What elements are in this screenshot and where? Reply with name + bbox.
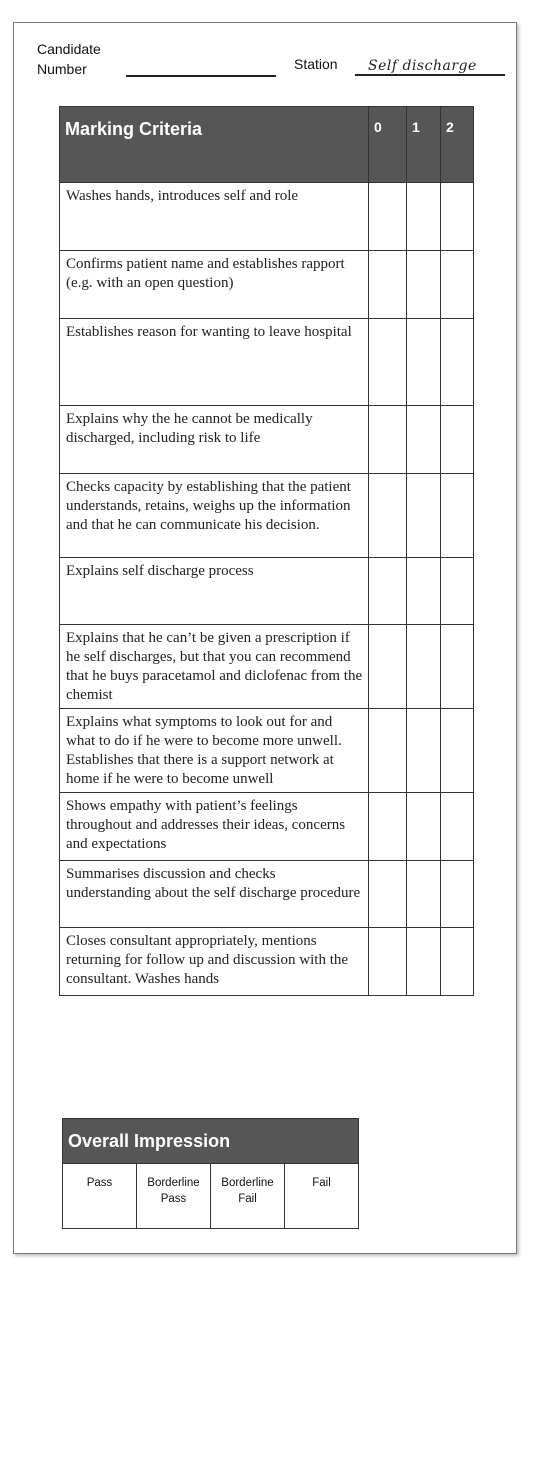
- criterion-text: Explains why the he cannot be medically discharged, including risk to life: [60, 406, 369, 474]
- criterion-text: Explains that he can’t be given a prescription if he self discharges, but that you can recommend that he buys paracetamol and diclofenac from the chemist: [60, 625, 369, 709]
- marking-criteria-table: [59, 106, 474, 996]
- score-header-0: 0: [369, 107, 407, 183]
- criterion-row: [60, 793, 474, 861]
- score-box-2[interactable]: [441, 406, 474, 474]
- score-box-2[interactable]: [441, 625, 474, 709]
- criterion-row: [60, 709, 474, 793]
- candidate-number-label: [37, 39, 101, 79]
- score-box-0[interactable]: [369, 183, 407, 251]
- overall-option-borderline-fail[interactable]: [211, 1164, 285, 1229]
- criterion-row: [60, 406, 474, 474]
- option-label: Pass: [86, 1177, 113, 1189]
- overall-option-pass[interactable]: [63, 1164, 137, 1229]
- overall-header-row: [63, 1119, 359, 1164]
- criterion-row: [60, 861, 474, 928]
- score-box-1[interactable]: [407, 793, 441, 861]
- score-box-1[interactable]: [407, 558, 441, 625]
- score-box-1[interactable]: [407, 861, 441, 928]
- score-box-0[interactable]: [369, 709, 407, 793]
- option-label: Fail: [312, 1177, 331, 1189]
- score-box-0[interactable]: [369, 319, 407, 406]
- candidate-label-line2: Number: [37, 61, 87, 77]
- score-box-1[interactable]: [407, 474, 441, 558]
- score-box-0[interactable]: [369, 558, 407, 625]
- criterion-text: Checks capacity by establishing that the patient understands, retains, weighs up the information and that he can communicate his decision.: [60, 474, 369, 558]
- score-box-0[interactable]: [369, 474, 407, 558]
- criterion-text: Summarises discussion and checks understanding about the self discharge procedure: [60, 861, 369, 928]
- criterion-row: [60, 625, 474, 709]
- criterion-row: [60, 928, 474, 996]
- criterion-row: [60, 319, 474, 406]
- option-label-line1: Borderline: [221, 1177, 274, 1189]
- option-label-line2: Fail: [238, 1193, 257, 1205]
- score-box-1[interactable]: [407, 928, 441, 996]
- score-box-0[interactable]: [369, 861, 407, 928]
- criterion-text: Establishes reason for wanting to leave hospital: [60, 319, 369, 406]
- marking-sheet: [13, 22, 517, 1254]
- criterion-text: Explains self discharge process: [60, 558, 369, 625]
- score-header-2: 2: [441, 107, 474, 183]
- score-box-0[interactable]: [369, 625, 407, 709]
- criterion-row: [60, 251, 474, 319]
- score-box-2[interactable]: [441, 558, 474, 625]
- marking-criteria-title: Marking Criteria: [60, 107, 369, 183]
- score-box-0[interactable]: [369, 251, 407, 319]
- overall-impression-table: [62, 1118, 359, 1229]
- score-box-1[interactable]: [407, 625, 441, 709]
- score-box-1[interactable]: [407, 319, 441, 406]
- score-box-2[interactable]: [441, 474, 474, 558]
- overall-option-borderline-pass[interactable]: [137, 1164, 211, 1229]
- candidate-number-field[interactable]: [126, 75, 276, 77]
- station-value: Self discharge: [368, 58, 477, 74]
- criterion-row: [60, 183, 474, 251]
- criterion-text: Confirms patient name and establishes rapport (e.g. with an open question): [60, 251, 369, 319]
- overall-option-fail[interactable]: [285, 1164, 359, 1229]
- score-box-1[interactable]: [407, 183, 441, 251]
- marking-header-row: [60, 107, 474, 183]
- station-label: Station: [294, 56, 338, 72]
- station-underline: [355, 74, 505, 76]
- option-label-line2: Pass: [160, 1193, 187, 1205]
- score-box-0[interactable]: [369, 793, 407, 861]
- score-box-0[interactable]: [369, 928, 407, 996]
- score-box-2[interactable]: [441, 183, 474, 251]
- score-box-2[interactable]: [441, 251, 474, 319]
- overall-options-row: [63, 1164, 359, 1229]
- score-header-1: 1: [407, 107, 441, 183]
- score-box-2[interactable]: [441, 793, 474, 861]
- candidate-label-line1: Candidate: [37, 41, 101, 57]
- criterion-row: [60, 558, 474, 625]
- score-box-2[interactable]: [441, 928, 474, 996]
- criterion-text: Closes consultant appropriately, mentions returning for follow up and discussion with the consultant. Washes hands: [60, 928, 369, 996]
- criterion-text: Shows empathy with patient’s feelings throughout and addresses their ideas, concerns and expectations: [60, 793, 369, 861]
- score-box-2[interactable]: [441, 861, 474, 928]
- criterion-row: [60, 474, 474, 558]
- score-box-1[interactable]: [407, 709, 441, 793]
- score-box-0[interactable]: [369, 406, 407, 474]
- score-box-2[interactable]: [441, 319, 474, 406]
- score-box-2[interactable]: [441, 709, 474, 793]
- overall-impression-title: Overall Impression: [63, 1119, 359, 1164]
- criterion-text: Explains what symptoms to look out for and what to do if he were to become more unwell. Establishes that there is a support network at home if he were to become unwell: [60, 709, 369, 793]
- criterion-text: Washes hands, introduces self and role: [60, 183, 369, 251]
- score-box-1[interactable]: [407, 251, 441, 319]
- option-label-line1: Borderline: [147, 1177, 200, 1189]
- score-box-1[interactable]: [407, 406, 441, 474]
